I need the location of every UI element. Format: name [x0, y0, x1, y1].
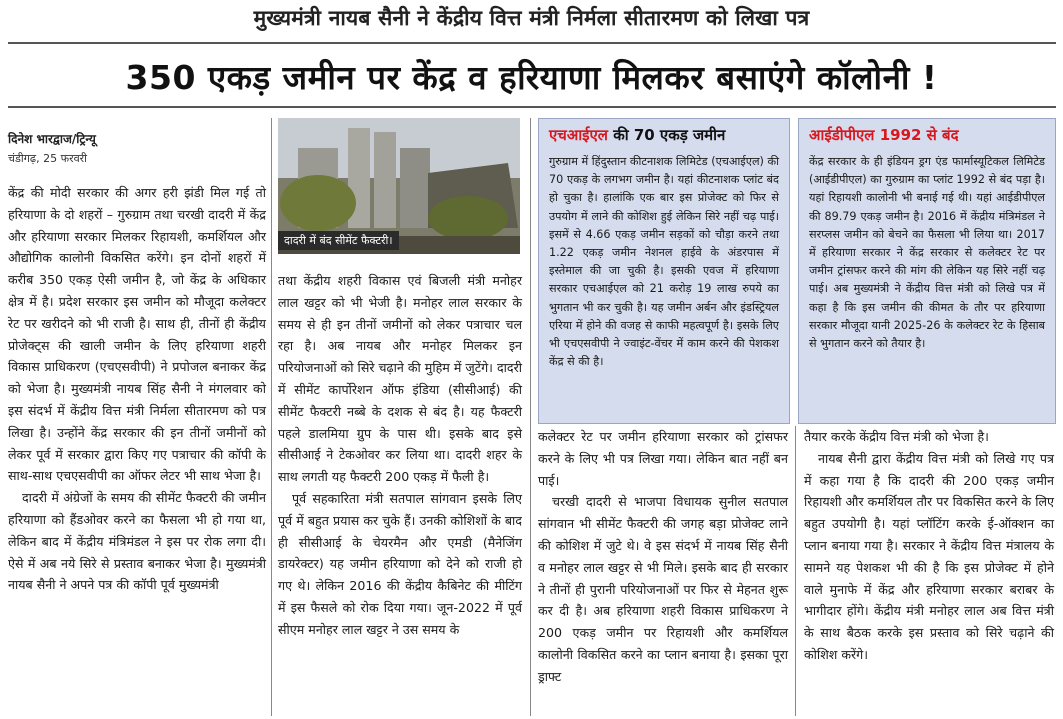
- byline: दिनेश भारद्वाज/ट्रिन्यू: [8, 132, 96, 146]
- box-title-highlight: आईडीपीएल 1992 से बंद: [809, 126, 959, 144]
- dateline: चंडीगढ़, 25 फरवरी: [8, 152, 88, 165]
- paragraph: तथा केंद्रीय शहरी विकास एवं बिजली मंत्री मनोहर लाल खट्टर को भी भेजी है। मनोहर लाल सरकार के समय से ही इन तीनों जमीनों को लेकर पत्राचार चल रहा है। अब नायब और मनोहर मिलकर इन परियोजनाओं को सिरे चढ़ाने की मुहिम में जुटेंगे। दादरी में सीमेंट कार्पोरेशन ऑफ इंडिया (सीसीआई) की सीमेंट फैक्टरी नब्बे के दशक से बंद है। यह फैक्टरी पहले डालमिया ग्रुप के पास थी। इसके बाद इसे सीसीआई ने टेकओवर कर लिया था। दादरी शहर के साथ लगती यह फैक्टरी 200 एकड़ में फैली है।: [278, 273, 522, 485]
- info-box-idpl: [798, 118, 1056, 424]
- photo-caption: दादरी में बंद सीमेंट फैक्टरी।: [278, 231, 399, 250]
- kicker: मुख्यमंत्री नायब सैनी ने केंद्रीय वित्त मंत्री निर्मला सीतारमण को लिखा पत्र: [253, 6, 810, 30]
- paragraph: नायब सैनी द्वारा केंद्रीय वित्त मंत्री को लिखे गए पत्र में कहा गया है कि दादरी की 200 एकड़ जमीन रिहायशी और कमर्शियल तौर पर विकसित करने के लिए बहुत उपयोगी है। यहां प्लॉटिंग करके ई-ऑक्शन का प्लान बनाया गया है। सरकार ने केंद्रीय वित्त मंत्रालय के सामने यह पेशकश भी की है कि इस प्रोजेक्ट में होने वाले मुनाफे में केंद्र और हरियाणा सरकार बराबर के भागीदार होंगे। केंद्रीय मंत्री मनोहर लाल अब वित्त मंत्री के साथ बैठक करके इस प्रस्ताव को सिरे चढ़ाने की कोशिश करेंगे।: [804, 450, 1054, 662]
- paragraph: चरखी दादरी से भाजपा विधायक सुनील सतपाल सांगवान भी सीमेंट फैक्टरी की जगह बड़ा प्रोजेक्ट लाने की कोशिश में जुटे थे। वे इस संदर्भ में नायब सिंह सैनी व मनोहर लाल खट्टर से भी मिले। इसके बाद ही सरकार ने तीनों ही पुरानी परियोजनाओं पर फिर से मेहनत शुरू कर दी है। अब हरियाणा शहरी विकास प्राधिकरण ने 200 एकड़ जमीन पर रिहायशी और कमर्शियल कालोनी विकसित करने का प्लान बनाया है। इसका पूरा ड्राफ्ट: [538, 494, 788, 684]
- paragraph: दादरी में अंग्रेजों के समय की सीमेंट फैक्टरी की जमीन हरियाणा को हैंडओवर करने का फैसला भी हो गया था, लेकिन बाद में केंद्रीय मंत्रिमंडल ने इस पर रोक लगा दी। ऐसे में अब नये सिरे से प्रस्ताव बनाकर भेजा है। मुख्यमंत्री नायब सैनी ने अपने पत्र की कॉपी पूर्व मुख्यमंत्री: [8, 490, 266, 593]
- box-body: गुरुग्राम में हिंदुस्तान कीटनाशक लिमिटेड (एचआईएल) की 70 एकड़ के लगभग जमीन है। यहां कीटनाशक प्लांट बंद हो चुका है। हालांकि एक बार इस प्रोजेक्ट को फिर से उपयोग में लाने की कोशिश हुई लेकिन सिरे नहीं चढ़ पाई। इसमें से 4.66 एकड़ जमीन सड़कों को चौड़ा करने तथा 1.22 एकड़ जमीन नेशनल हाईवे के अंडरपास में इस्तेमाल की जा चुकी है। इसकी एवज में हरियाणा सरकार एचआईएल को 21 करोड़ 19 लाख रुपये का भुगतान भी कर चुकी है। यह जमीन अर्बन और इंडस्ट्रियल एरिया में होने की वजह से काफी महत्वपूर्ण है। इसके लिए भी एचएसवीपी ने ज्वाइंट-वेंचर में काम करने की पेशकश केंद्र से की है।: [549, 155, 779, 369]
- box-title: [549, 125, 725, 145]
- paragraph: केंद्र की मोदी सरकार की अगर हरी झंडी मिल गई तो हरियाणा के दो शहरों – गुरुग्राम तथा चरखी दादरी में केंद्र और हरियाणा सरकार मिलकर रिहायशी, कमर्शियल और औद्योगिक कालोनी विकसित करेंगे। इन दोनों शहरों में करीब 350 एकड़ ऐसी जमीन है, जो केंद्र के अधिकार क्षेत्र में है। प्रदेश सरकार इस जमीन को मौजूदा कलेक्टर रेट पर खरीदने को भी राजी है। साथ ही, तीनों ही केंद्रीय प्रोजेक्ट्स की खाली जमीन के लिए हरियाणा शहरी विकास प्राधिकरण (एचएसवीपी) ने प्रपोजल बनाकर केंद्र को भेजा है। मुख्यमंत्री नायब सिंह सैनी ने मंगलवार को इस संदर्भ में केंद्रीय वित्त मंत्री निर्मला सीतारमण को पत्र लिखा है। उन्होंने केंद्र सरकार की इन तीनों जमीनों को लेकर पूर्व में सरकार द्वारा किए गए पत्राचार की कॉपी के साथ-साथ एचएसवीपी का ऑफर लेटर भी साथ भेजा है।: [8, 185, 266, 484]
- column-1: [8, 182, 266, 596]
- paragraph: पूर्व सहकारिता मंत्री सतपाल सांगवान इसके लिए पूर्व में बहुत प्रयास कर चुके हैं। उनकी कोशिशों के बाद ही सीसीआई के चेयरमैन और एमडी (मैनेजिंग डायरेक्टर) यह जमीन हरियाणा को देने को राजी हो गए थे। लेकिन 2016 की केंद्रीय कैबिनेट की मीटिंग में इस फैसले को रोक दिया गया। जून-2022 में पूर्व सीएम मनोहर लाल खट्टर ने उस समय के: [278, 490, 522, 637]
- column-4: [804, 426, 1054, 666]
- headline: 350 एकड़ जमीन पर केंद्र व हरियाणा मिलकर बसाएंगे कॉलोनी !: [125, 58, 938, 97]
- factory-photo: [278, 118, 520, 254]
- column-3: [538, 426, 788, 688]
- box-title-rest: की 70 एकड़ जमीन: [607, 126, 726, 144]
- box-title-highlight: एचआईएल: [549, 126, 608, 144]
- column-divider: [271, 118, 272, 716]
- top-rule: [8, 42, 1056, 44]
- column-divider: [530, 118, 531, 716]
- headline-rule: [8, 106, 1056, 108]
- column-divider: [795, 426, 796, 716]
- box-title: [809, 125, 959, 145]
- info-box-hil: [538, 118, 790, 424]
- paragraph: तैयार करके केंद्रीय वित्त मंत्री को भेजा है।: [804, 429, 989, 444]
- paragraph: कलेक्टर रेट पर जमीन हरियाणा सरकार को ट्रांसफर करने के लिए भी पत्र लिखा गया। लेकिन बात नहीं बन पाई।: [538, 429, 788, 488]
- column-2: [278, 270, 522, 641]
- box-body: केंद्र सरकार के ही इंडियन ड्रग एंड फार्मास्यूटिकल लिमिटेड (आईडीपीएल) का गुरुग्राम का प्लांट 1992 से बंद पड़ा है। यहां रिहायशी कालोनी भी बनाई गई थी। यहां आईडीपीएल की 89.79 एकड़ जमीन है। 2016 में केंद्रीय मंत्रिमंडल ने सरप्लस जमीन को बेचने का फैसला भी लिया था। 2017 में हरियाणा सरकार ने केंद्र सरकार से कलेक्टर रेट पर जमीन ट्रांसफर करने की मांग की लेकिन यह सिरे नहीं चढ़ पाई। अब मुख्यमंत्री ने केंद्रीय वित्त मंत्री को लिखे पत्र में कहा है कि इस जमीन की कीमत के तौर पर हरियाणा सरकार मौजूदा यानी 2025-26 के कलेक्टर रेट के हिसाब से भुगतान करने को तैयार है।: [809, 155, 1045, 351]
